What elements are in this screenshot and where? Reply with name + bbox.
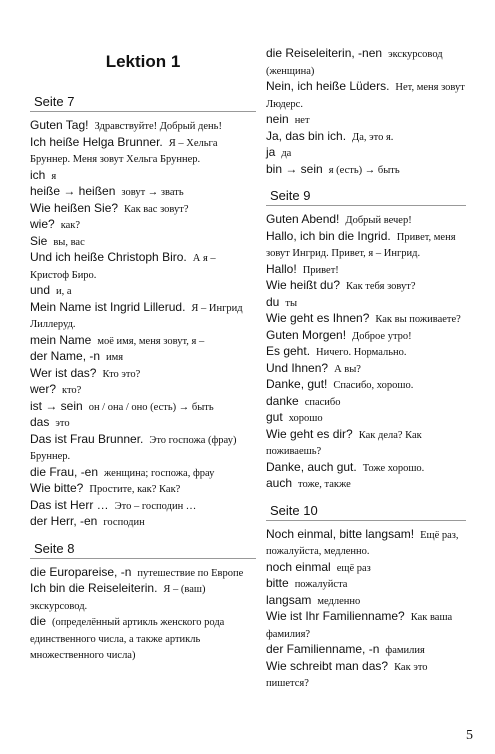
vocab-entry: [30, 349, 256, 366]
vocab-entry: [30, 234, 256, 251]
vocab-entry: [30, 184, 256, 201]
vocab-entry: [266, 609, 466, 642]
german-term: Guten Abend!: [266, 212, 340, 226]
russian-translation: Кто это?: [102, 368, 141, 380]
section-heading: Seite 9: [266, 188, 466, 206]
russian-translation: вы, вас: [53, 236, 85, 248]
vocab-entry: [266, 377, 466, 394]
vocab-entry: [30, 581, 256, 614]
russian-translation: имя: [106, 352, 124, 363]
russian-translation: пожалуйста: [294, 579, 348, 590]
german-term: der Familienname, -n: [266, 642, 380, 656]
russian-translation: женщина; госпожа, фрау: [104, 467, 215, 479]
vocab-entry: [266, 560, 466, 577]
vocab-entry: [30, 118, 256, 135]
german-term: heiße → heißen: [30, 184, 116, 198]
german-term: Wie ist Ihr Familienname?: [266, 609, 405, 623]
german-term: Wer ist das?: [30, 365, 97, 380]
german-term: noch einmal: [266, 559, 331, 574]
german-term: Ich heiße Helga Brunner.: [30, 134, 163, 149]
russian-translation: Как вас зовут?: [124, 203, 189, 215]
german-term: Ich bin die Reiseleiterin.: [30, 581, 158, 595]
russian-translation: ты: [285, 297, 298, 309]
german-term: und: [30, 283, 51, 297]
russian-translation: он / она / оно (есть) → быть: [88, 401, 214, 413]
russian-translation: Как вы поживаете?: [375, 314, 461, 325]
vocab-entry: [266, 79, 466, 112]
vocab-entry: [266, 229, 466, 262]
german-term: die Europareise, -n: [30, 564, 132, 579]
russian-translation: Я – Ингрид Лиллеруд.: [30, 302, 243, 330]
german-term: ist → sein: [30, 398, 83, 413]
vocab-entry: [30, 250, 256, 283]
german-term: wie?: [30, 217, 55, 231]
vocab-entry: [30, 614, 256, 664]
vocab-entry: [30, 565, 256, 582]
russian-translation: путешествие по Европе: [137, 567, 244, 579]
russian-translation: я: [51, 170, 57, 182]
russian-translation: Я – Хельга Бруннер. Меня зовут Хельга Бруннер.: [30, 137, 218, 165]
vocab-entry: [266, 460, 466, 477]
russian-translation: экскурсовод (женщина): [266, 49, 443, 77]
german-term: Wie geht es Ihnen?: [266, 311, 370, 325]
german-term: bin → sein: [266, 161, 323, 176]
russian-translation: и, а: [56, 286, 72, 297]
german-term: Das ist Herr …: [30, 497, 109, 512]
russian-translation: Здравствуйте! Добрый день!: [94, 121, 222, 132]
german-term: Wie geht es dir?: [266, 426, 353, 441]
vocab-entry: [266, 262, 466, 279]
vocab-entry: [266, 642, 466, 659]
right-sections: [266, 188, 466, 692]
vocab-entry: [30, 498, 256, 515]
vocab-entry: [266, 344, 466, 361]
vocab-entry: [266, 427, 466, 460]
russian-translation: А я – Кристоф Биро.: [30, 253, 216, 281]
russian-translation: Это госпожа (фрау) Бруннер.: [30, 434, 237, 462]
russian-translation: хорошо: [288, 413, 323, 424]
vocab-entry: [266, 659, 466, 692]
vocab-entry: [30, 135, 256, 168]
russian-translation: Это – господин …: [114, 500, 197, 512]
russian-translation: Ещё раз, пожалуйста, медленно.: [266, 529, 459, 557]
russian-translation: тоже, также: [298, 479, 351, 490]
german-term: ich: [30, 167, 46, 182]
russian-translation: спасибо: [304, 396, 341, 408]
german-term: der Herr, -en: [30, 514, 98, 528]
vocab-entry: [266, 394, 466, 411]
vocab-entry: [30, 399, 256, 416]
russian-translation: Как тебя зовут?: [346, 281, 416, 292]
russian-translation: это: [55, 418, 70, 429]
german-term: Hallo!: [266, 261, 297, 276]
german-term: Es geht.: [266, 344, 311, 358]
german-term: Guten Morgen!: [266, 327, 347, 342]
russian-translation: ещё раз: [336, 562, 371, 574]
german-term: der Name, -n: [30, 349, 101, 363]
russian-translation: Я – (ваш) экскурсовод.: [30, 584, 206, 612]
vocab-entry: [30, 366, 256, 383]
vocab-entry: [266, 112, 466, 129]
russian-translation: Ничего. Нормально.: [316, 347, 407, 358]
german-term: Noch einmal, bitte langsam!: [266, 526, 415, 541]
russian-translation: Да, это я.: [352, 131, 394, 143]
german-term: die Frau, -en: [30, 464, 99, 479]
german-term: Nein, ich heiße Lüders.: [266, 79, 390, 93]
german-term: die Reiseleiterin, -nen: [266, 46, 383, 60]
vocab-entry: [266, 278, 466, 295]
vocab-entry: [266, 162, 466, 179]
vocab-entry: [30, 465, 256, 482]
russian-translation: моё имя, меня зовут, я –: [97, 335, 205, 347]
german-term: Das ist Frau Brunner.: [30, 431, 144, 446]
russian-translation: А вы?: [334, 363, 361, 375]
lesson-title: Lektion 1: [105, 52, 181, 71]
russian-translation: Простите, как? Как?: [89, 484, 181, 495]
vocab-entry: [30, 300, 256, 333]
vocab-entry: [266, 410, 466, 427]
vocab-entry: [266, 311, 466, 328]
german-term: du: [266, 294, 280, 309]
vocab-entry: [266, 328, 466, 345]
vocab-entry: [30, 514, 256, 531]
russian-translation: Доброе утро!: [352, 330, 412, 342]
section-heading: Seite 10: [266, 503, 466, 521]
left-column: [30, 0, 256, 664]
russian-translation: Привет!: [302, 264, 339, 276]
vocab-entry: [266, 46, 466, 79]
german-term: bitte: [266, 576, 289, 590]
german-term: Sie: [30, 233, 48, 248]
russian-translation: как?: [60, 220, 81, 231]
german-term: Danke, auch gut.: [266, 459, 357, 474]
vocab-entry: [266, 361, 466, 378]
german-term: mein Name: [30, 332, 92, 347]
section-heading: Seite 7: [30, 94, 256, 112]
vocab-entry: [266, 593, 466, 610]
german-term: das: [30, 415, 50, 429]
german-term: Ja, das bin ich.: [266, 128, 347, 143]
page-number: 5: [466, 728, 473, 743]
russian-translation: Привет, меня зовут Ингрид. Привет, я – Ингрид.: [266, 231, 456, 259]
german-term: Und Ihnen?: [266, 360, 329, 375]
russian-translation: Добрый вечер!: [345, 215, 412, 226]
russian-translation: зовут → звать: [121, 187, 184, 198]
german-term: Wie heißt du?: [266, 278, 341, 292]
german-term: Wie heißen Sie?: [30, 200, 119, 215]
german-term: Guten Tag!: [30, 118, 89, 132]
german-term: Mein Name ist Ingrid Lillerud.: [30, 299, 186, 314]
german-term: gut: [266, 410, 283, 424]
vocab-entry: [266, 212, 466, 229]
german-term: danke: [266, 393, 299, 408]
german-term: die: [30, 614, 47, 628]
russian-translation: Как ваша фамилия?: [266, 612, 453, 640]
russian-translation: (определённый артикль женского рода единственного числа, а также артикль множественного числа): [30, 617, 225, 661]
russian-translation: господин: [103, 517, 145, 528]
vocab-entry: [266, 527, 466, 560]
section-heading: Seite 8: [30, 541, 256, 559]
vocab-entry: [266, 576, 466, 593]
german-term: langsam: [266, 592, 312, 607]
german-term: Wie bitte?: [30, 481, 84, 495]
right-top-entries: [266, 46, 466, 178]
russian-translation: медленно: [317, 595, 361, 607]
right-column: [266, 46, 466, 692]
vocab-entry: [30, 201, 256, 218]
german-term: ja: [266, 145, 276, 159]
russian-translation: Спасибо, хорошо.: [333, 380, 414, 391]
german-term: Hallo, ich bin die Ingrid.: [266, 228, 391, 243]
russian-translation: кто?: [62, 385, 82, 396]
vocab-entry: [30, 333, 256, 350]
vocab-entry: [30, 217, 256, 234]
german-term: nein: [266, 112, 289, 126]
german-term: wer?: [30, 382, 57, 396]
russian-translation: да: [281, 148, 292, 159]
german-term: Wie schreibt man das?: [266, 658, 389, 673]
vocab-entry: [30, 382, 256, 399]
vocab-entry: [266, 295, 466, 312]
german-term: Und ich heiße Christoph Biro.: [30, 250, 187, 264]
german-term: Danke, gut!: [266, 377, 328, 391]
vocab-entry: [266, 476, 466, 493]
german-term: auch: [266, 476, 293, 490]
vocab-entry: [266, 145, 466, 162]
russian-translation: фамилия: [385, 645, 425, 656]
vocab-entry: [30, 432, 256, 465]
russian-translation: нет: [294, 115, 310, 126]
russian-translation: Как дела? Как поживаешь?: [266, 429, 422, 457]
vocab-entry: [30, 283, 256, 300]
russian-translation: Как это пишется?: [266, 661, 428, 689]
vocab-entry: [30, 415, 256, 432]
vocab-entry: [30, 168, 256, 185]
russian-translation: я (есть) → быть: [328, 164, 400, 176]
russian-translation: Тоже хорошо.: [362, 462, 425, 474]
vocab-entry: [266, 129, 466, 146]
russian-translation: Нет, меня зовут Людерс.: [266, 82, 465, 110]
left-sections: [30, 94, 256, 664]
vocab-entry: [30, 481, 256, 498]
